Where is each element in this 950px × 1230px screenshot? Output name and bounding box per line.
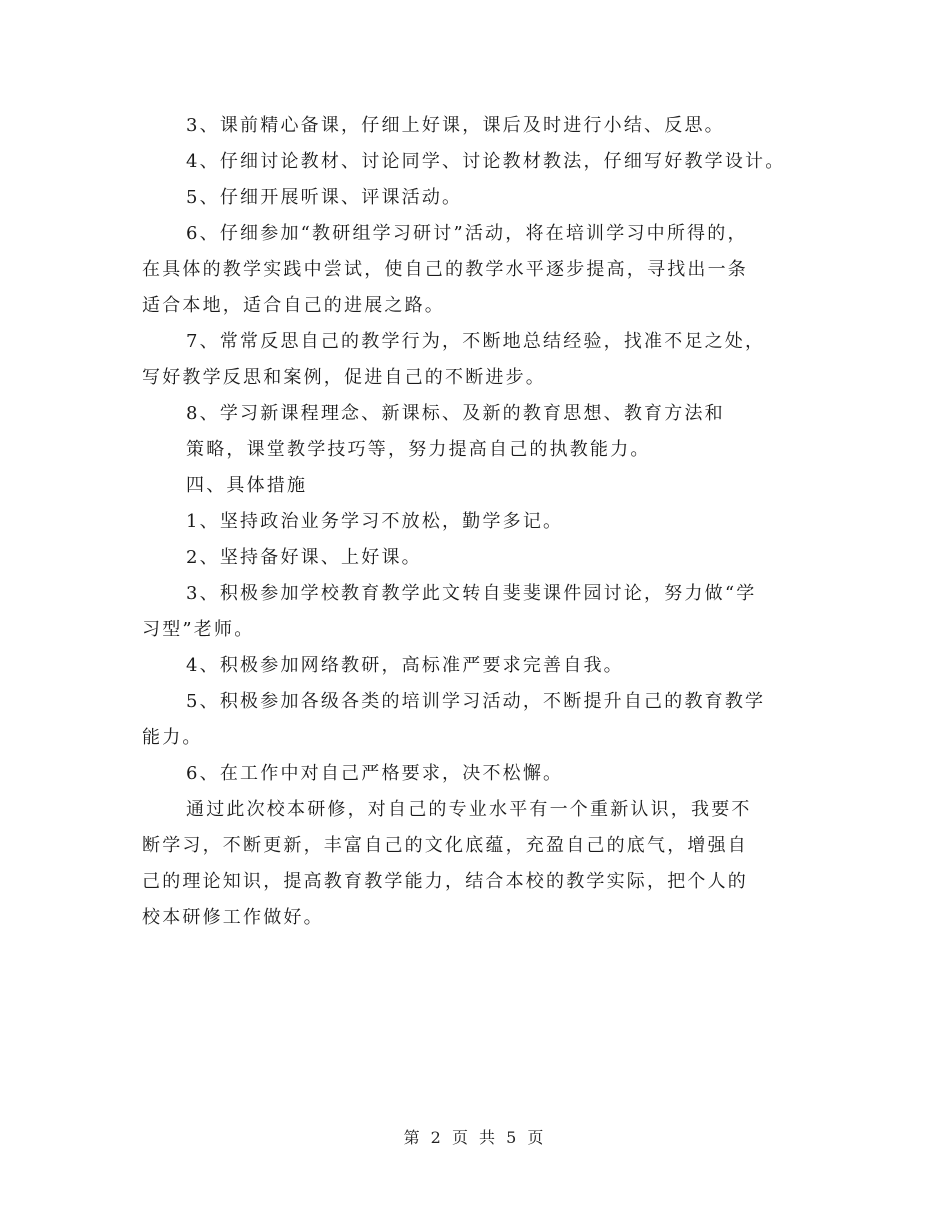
text-line: 5、仔细开展听课、评课活动。 xyxy=(186,187,463,208)
text-line: 7、常常反思自己的教学行为，不断地总结经验，找准不足之处， xyxy=(186,331,766,352)
text-line: 通过此次校本研修，对自己的专业水平有一个重新认识，我要不 xyxy=(186,799,752,820)
text-line: 能力。 xyxy=(142,727,203,748)
text-line: 断学习，不断更新，丰富自己的文化底蕴，充盈自己的底气，增强自 xyxy=(142,835,748,856)
measure-1 xyxy=(142,504,832,540)
document-body xyxy=(142,108,832,936)
text-line: 6、在工作中对自己严格要求，决不松懈。 xyxy=(186,763,564,784)
measure-2 xyxy=(142,540,832,576)
text-line: 4、仔细讨论教材、讨论同学、讨论教材教法，仔细写好教学设计。 xyxy=(186,151,786,172)
text-line: 5、积极参加各级各类的培训学习活动，不断提升自己的教育教学 xyxy=(186,691,766,712)
text-line: 己的理论知识，提高教育教学能力，结合本校的教学实际，把个人的 xyxy=(142,871,748,892)
conclusion-paragraph xyxy=(142,792,832,936)
text-line: 3、积极参加学校教育教学此文转自斐斐课件园讨论，努力做“学 xyxy=(186,583,757,604)
measure-4 xyxy=(142,648,832,684)
paragraph-4 xyxy=(142,144,832,180)
paragraph-8 xyxy=(142,396,832,468)
measure-6 xyxy=(142,756,832,792)
measure-5 xyxy=(142,684,832,756)
text-line: 校本研修工作做好。 xyxy=(142,907,324,928)
text-line: 6、仔细参加“教研组学习研讨”活动，将在培训学习中所得的， xyxy=(186,223,748,244)
text-line: 2、坚持备好课、上好课。 xyxy=(186,547,422,568)
text-line: 4、积极参加网络教研，高标准严要求完善自我。 xyxy=(186,655,624,676)
section-heading xyxy=(142,468,832,504)
text-line: 1、坚持政治业务学习不放松，勤学多记。 xyxy=(186,511,564,532)
text-line: 3、课前精心备课，仔细上好课，课后及时进行小结、反思。 xyxy=(186,115,725,136)
text-line: 习型”老师。 xyxy=(142,619,255,640)
paragraph-7 xyxy=(142,324,832,396)
text-line: 写好教学反思和案例，促进自己的不断进步。 xyxy=(142,367,546,388)
text-line: 适合本地，适合自己的进展之路。 xyxy=(142,295,445,316)
paragraph-5 xyxy=(142,180,832,216)
measure-3 xyxy=(142,576,832,648)
text-line: 8、学习新课程理念、新课标、及新的教育思想、教育方法和 xyxy=(186,403,725,424)
heading-line: 四、具体措施 xyxy=(186,475,308,496)
text-line: 策略，课堂教学技巧等，努力提高自己的执教能力。 xyxy=(186,439,651,460)
paragraph-6 xyxy=(142,216,832,324)
page-number-footer: 第 2 页 共 5 页 xyxy=(403,1128,547,1147)
paragraph-3 xyxy=(142,108,832,144)
text-line: 在具体的教学实践中尝试，使自己的教学水平逐步提高，寻找出一条 xyxy=(142,259,748,280)
